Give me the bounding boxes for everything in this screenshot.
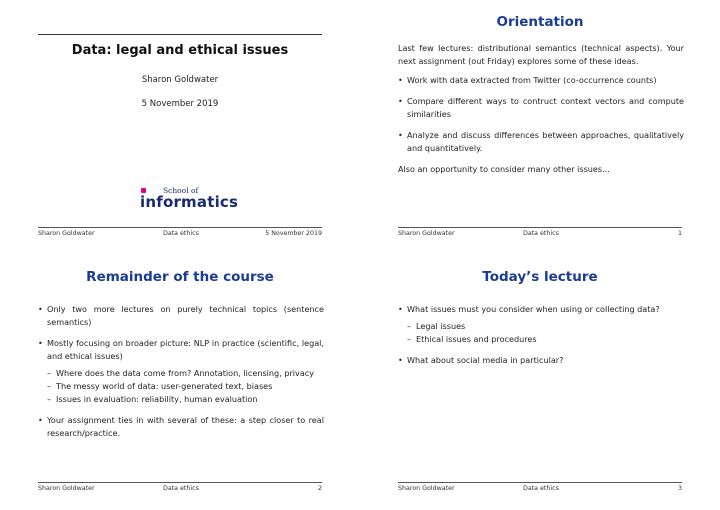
bullet-list [398,303,684,367]
slide-footer [398,227,682,240]
slide-body [398,303,684,375]
bullet-item: • Only two more lectures on purely technical topics (sentence semantics) [38,303,324,329]
page-number: 3 [677,485,682,492]
bullet-item: • Your assignment ties in with several of these: a step closer to real research/practice. [38,414,324,440]
date: 5 November 2019 [141,99,219,109]
bullet-item: • Work with data extracted from Twitter (co-occurrence counts) [398,74,684,87]
bullet-text: What issues must you consider when using or collecting data? [407,304,660,314]
footer-author: Sharon Goldwater [398,230,455,237]
school-of-informatics-logo [140,186,239,216]
slide-remainder [0,255,360,510]
footer-topic: Data ethics [163,485,199,492]
sub-item: – Ethical issues and procedures [407,333,684,346]
bullet-text: Mostly focusing on broader picture: NLP in practice (scientific, legal, and ethical issues) [47,338,324,361]
document-title: Data: legal and ethical issues [71,43,289,58]
footer-date: 5 November 2019 [265,230,322,237]
footer-author: Sharon Goldwater [398,485,455,492]
outro-paragraph: Also an opportunity to consider many other issues... [398,164,610,174]
sub-list [407,320,684,346]
bullet-list [398,74,684,155]
sub-list [47,367,324,406]
title-rule [38,34,322,35]
bullet-item-with-subs [38,337,324,406]
footer-topic: Data ethics [523,230,559,237]
footer-topic: Data ethics [523,485,559,492]
slide-orientation [360,0,720,255]
bullet-item: • Analyze and discuss differences between approaches, qualitatively and quantitatively. [398,129,684,155]
page-number: 2 [317,485,322,492]
sub-item: – The messy world of data: user-generated text, biases [47,380,324,393]
sub-item: – Legal issues [407,320,684,333]
logo-top-text: School of [163,186,199,195]
bullet-item: • What about social media in particular? [398,354,684,367]
bullet-item: • Compare different ways to contruct context vectors and compute similarities [398,95,684,121]
slide-footer [38,227,322,240]
slide-footer [398,482,682,495]
bullet-list [38,303,324,440]
slide-heading: Remainder of the course [86,269,274,285]
slide-heading: Orientation [496,14,584,30]
footer-author: Sharon Goldwater [38,485,95,492]
bullet-item-with-subs [398,303,684,346]
slide-title-page [0,0,360,255]
sub-item: – Issues in evaluation: reliability, human evaluation [47,393,324,406]
intro-paragraph: Last few lectures: distributional semantics (technical aspects). Your next assignment (out Friday) explores some of these ideas. [398,43,684,66]
author: Sharon Goldwater [141,75,219,85]
logo-main-text: informatics [140,193,239,211]
slide-heading: Today’s lecture [482,269,598,285]
slide-body [398,42,684,182]
sub-item: – Where does the data come from? Annotation, licensing, privacy [47,367,324,380]
footer-author: Sharon Goldwater [38,230,95,237]
page-number: 1 [677,230,682,237]
slide-todays-lecture [360,255,720,510]
slide-footer [38,482,322,495]
slide-body [38,303,324,448]
footer-topic: Data ethics [163,230,199,237]
